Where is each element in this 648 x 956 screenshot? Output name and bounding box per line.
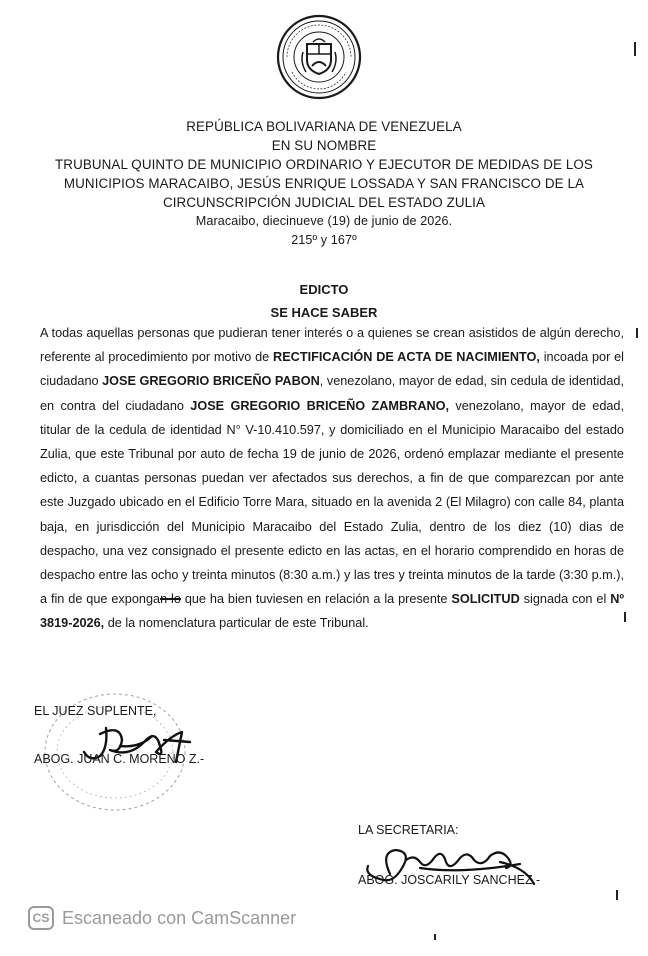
header-years: 215º y 167º (291, 233, 357, 247)
header-in-its-name: EN SU NOMBRE (271, 138, 377, 153)
body-text: que ha bien tuviesen en relación a la presente (180, 592, 452, 607)
document-subtitle: SE HACE SABER (270, 305, 378, 320)
header-court-line2: MUNICIPIOS MARACAIBO, JESÚS ENRIQUE LOSSADA Y SAN FRANCISCO DE LA (63, 176, 585, 191)
scan-mark (634, 42, 636, 56)
case-number: Nº 3819-2026, (40, 592, 624, 631)
judge-title: EL JUEZ SUPLENTE, (34, 704, 157, 718)
header-country: REPÚBLICA BOLIVARIANA DE VENEZUELA (186, 119, 462, 134)
scan-mark (616, 890, 618, 900)
judge-name: ABOG. JUAN C. MORENO Z.- (34, 752, 205, 766)
respondent-name: JOSE GREGORIO BRICEÑO ZAMBRANO, (190, 398, 450, 413)
body-text: A todas aquellas personas que pudieran tener interés o a quienes se crean asistidos de algún derecho, referente al procedimiento por motivo de (40, 326, 624, 365)
scan-mark (434, 934, 436, 940)
camscanner-logo-icon: CS (28, 906, 54, 930)
body-text: signada con el (519, 592, 611, 607)
court-seal (276, 14, 362, 100)
applicant-name: JOSE GREGORIO BRICEÑO PABON (102, 374, 320, 389)
secretary-name: ABOG. JOSCARILY SANCHEZ.- (358, 873, 541, 887)
body-text: venezolano, mayor de edad, titular de la cedula de identidad N° V-10.410.597, y domiciliado en el Municipio Maracaibo del estado Zulia, que este Tribunal por auto de fecha 19 de junio de 2026, ordenó emplazar mediante el presente edicto, a cuantas personas puedan ver afectados sus derechos, a fin de que comparezcan por ante este Juzgado ubicado en el Edificio Torre Mara, situado en la avenida 2 (El Milagro) con calle 84, planta baja, en jurisdicción del Municipio Maracaibo del Estado Zulia, dentro de los diez (10) dias de despacho, una vez consignado el presente edicto en las actas, en el horario comprendido en horas de despacho entre las ocho y treinta minutos (8:30 a.m.) y las tres y treinta minutos de la tarde (3:30 p.m.), a fin de que exponga (40, 398, 625, 607)
camscanner-text: Escaneado con CamScanner (62, 907, 297, 928)
court-header (20, 117, 628, 250)
secretary-title: LA SECRETARIA: (358, 823, 459, 837)
body-bold: SOLICITUD (451, 592, 520, 607)
header-date: Maracaibo, diecinueve (19) de junio de 2026. (195, 214, 453, 228)
document-title: EDICTO (299, 282, 349, 297)
header-court-line1: TRUBUNAL QUINTO DE MUNICIPIO ORDINARIO Y EJECUTOR DE MEDIDAS DE LOS (55, 157, 593, 172)
header-court-line3: CIRCUNSCRIPCIÓN JUDICIAL DEL ESTADO ZULIA (162, 195, 486, 210)
body-text: , venezolano, mayor de edad, sin cedula de identidad, en contra del ciudadano (40, 374, 624, 413)
body-text: incoada por el ciudadano (40, 350, 624, 389)
body-text: de la nomenclatura particular de este Tribunal. (104, 616, 369, 631)
edict-body (40, 321, 624, 636)
camscanner-watermark (28, 905, 296, 931)
scan-mark (636, 328, 638, 338)
struck-text: n lo (160, 592, 181, 607)
scan-mark (624, 612, 626, 622)
body-bold: RECTIFICACIÓN DE ACTA DE NACIMIENTO, (273, 350, 540, 365)
